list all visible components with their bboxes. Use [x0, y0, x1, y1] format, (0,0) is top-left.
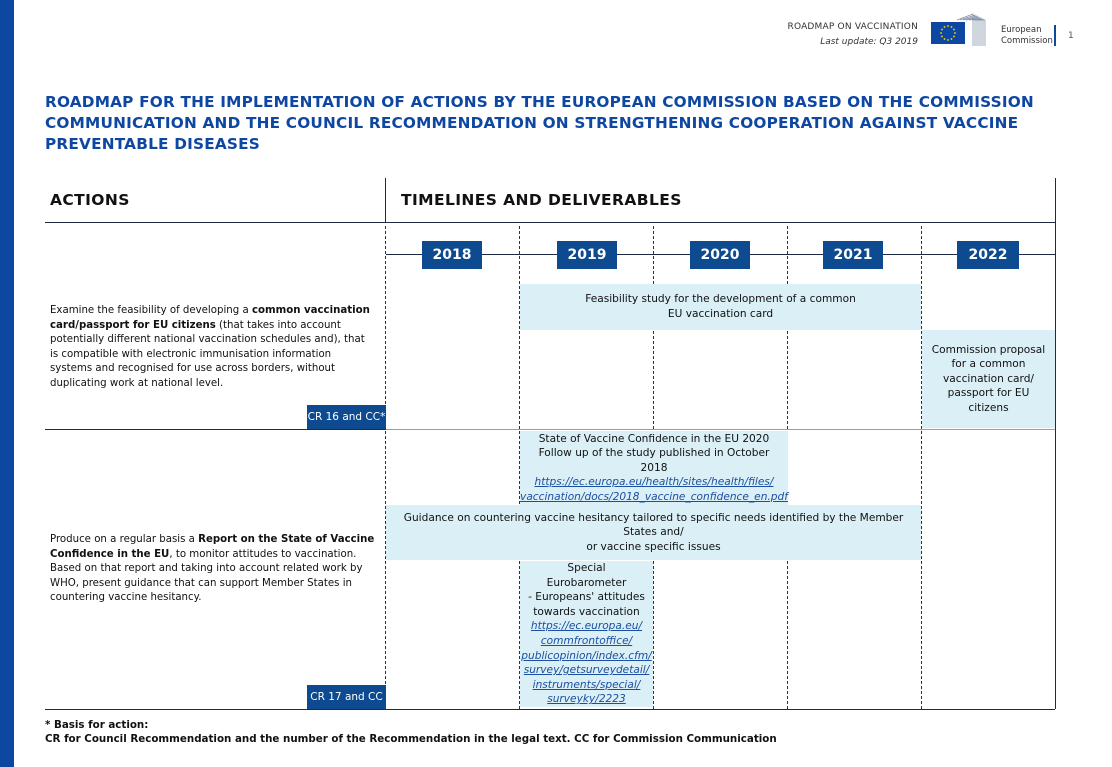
deliverable-feasibility-study: [520, 284, 921, 330]
deliverable-line: for a common: [951, 358, 1026, 371]
year-2019: 2019: [557, 241, 617, 269]
deliverable-line: passport for EU citizens: [947, 387, 1030, 414]
deliverable-line: or vaccine specific issues: [586, 540, 721, 553]
page-number: 1: [1068, 31, 1074, 41]
year-2021: 2021: [823, 241, 883, 269]
action-text-vaccine-confidence: [50, 533, 375, 606]
row-divider-actions: [45, 429, 386, 430]
year-2020: 2020: [690, 241, 750, 269]
eurobarometer-link[interactable]: https://ec.europa.eu/: [530, 620, 643, 633]
year-divider: [921, 226, 922, 709]
deliverable-guidance-vaccine-hesitancy: [386, 505, 921, 560]
action-text-bold: Report on the State of Vaccine Confidence in the EU: [50, 534, 375, 560]
table-right-border: [1055, 178, 1056, 709]
deliverable-commission-proposal: [922, 330, 1055, 428]
deliverable-line: vaccination card/: [943, 372, 1034, 385]
report-link[interactable]: vaccination/docs/2018_vaccine_confidence_en.pdf: [520, 490, 788, 503]
page-title-line1: ROADMAP FOR THE IMPLEMENTATION OF ACTIONS BY THE EUROPEAN COMMISSION BASED ON THE COMMISSION: [45, 93, 1034, 111]
organisation-name-line2: Commission: [1001, 36, 1053, 46]
doc-label: ROADMAP ON VACCINATION: [787, 22, 918, 32]
page-title-line2: COMMUNICATION AND THE COUNCIL RECOMMENDATION ON STRENGTHENING COOPERATION AGAINST VACCINE: [45, 114, 1019, 132]
deliverable-line: - Europeans' attitudes: [528, 591, 645, 604]
last-update: Last update: Q3 2019: [820, 37, 918, 47]
footnote-text: CR for Council Recommendation and the number of the Recommendation in the legal text. CC for Commission Communication: [45, 733, 777, 745]
deliverable-line: towards vaccination: [533, 605, 640, 618]
footnote-title: * Basis for action:: [45, 719, 149, 731]
table-header-rule: [45, 222, 1055, 223]
deliverable-line: Guidance on countering vaccine hesitancy tailored to specific needs identified by the Member States and/: [403, 511, 904, 539]
year-2022: 2022: [957, 241, 1019, 269]
year-divider: [385, 226, 386, 709]
european-commission-logo-icon: [929, 12, 991, 48]
action-text-part: Examine the feasibility of developing a: [50, 305, 252, 316]
deliverable-line: EU vaccination card: [667, 308, 774, 320]
left-brand-bar: [0, 0, 14, 767]
page-title-line3: PREVENTABLE DISEASES: [45, 135, 260, 153]
action-text-vaccination-card: [50, 304, 375, 392]
eurobarometer-link[interactable]: surveyky/2223: [547, 693, 626, 706]
deliverable-line: Feasibility study for the development of a common: [585, 293, 856, 306]
deliverable-line: Commission proposal: [931, 343, 1046, 356]
deliverable-line: Special Eurobarometer: [546, 562, 627, 589]
action-text-part: (that takes into account potentially different national vaccination schedules and), that is compatible with electronic immunisation information systems and recognised for use across borders, without duplicating work at national level.: [50, 319, 365, 389]
eurobarometer-link[interactable]: publicopinion/index.cfm/: [521, 649, 652, 662]
organisation-name: [1001, 25, 1053, 47]
organisation-name-line1: European: [1001, 25, 1042, 35]
row-divider-timeline: [386, 429, 1055, 430]
action-text-part: Produce on a regular basis a: [50, 534, 199, 545]
column-header-actions: ACTIONS: [50, 191, 130, 209]
year-2018: 2018: [422, 241, 482, 269]
header-separator: [1054, 25, 1056, 46]
eurobarometer-link[interactable]: instruments/special/: [532, 678, 641, 691]
action-text-bold: common vaccination card/passport for EU citizens: [50, 305, 370, 331]
table-bottom-rule: [45, 709, 1055, 710]
deliverable-special-eurobarometer: [520, 561, 653, 707]
deliverable-line: State of Vaccine Confidence in the EU 2020: [538, 432, 770, 445]
action-text-part: , to monitor attitudes to vaccination. Based on that report and taking into account related work by WHO, present guidance that can support Member States in countering vaccine hesitancy.: [50, 548, 363, 604]
page-title: [45, 92, 1065, 155]
basis-tag: CR 17 and CC: [307, 685, 386, 709]
basis-tag: CR 16 and CC*: [307, 405, 386, 429]
report-link[interactable]: https://ec.europa.eu/health/sites/health/files/: [534, 476, 774, 489]
column-header-timelines: TIMELINES AND DELIVERABLES: [401, 191, 682, 209]
deliverable-vaccine-confidence-report: [520, 431, 788, 505]
eurobarometer-link[interactable]: commfrontoffice/: [540, 635, 633, 647]
deliverable-line: Follow up of the study published in October 2018: [538, 447, 770, 474]
header-column-divider: [385, 178, 386, 222]
eurobarometer-link[interactable]: survey/getsurveydetail/: [523, 664, 650, 677]
